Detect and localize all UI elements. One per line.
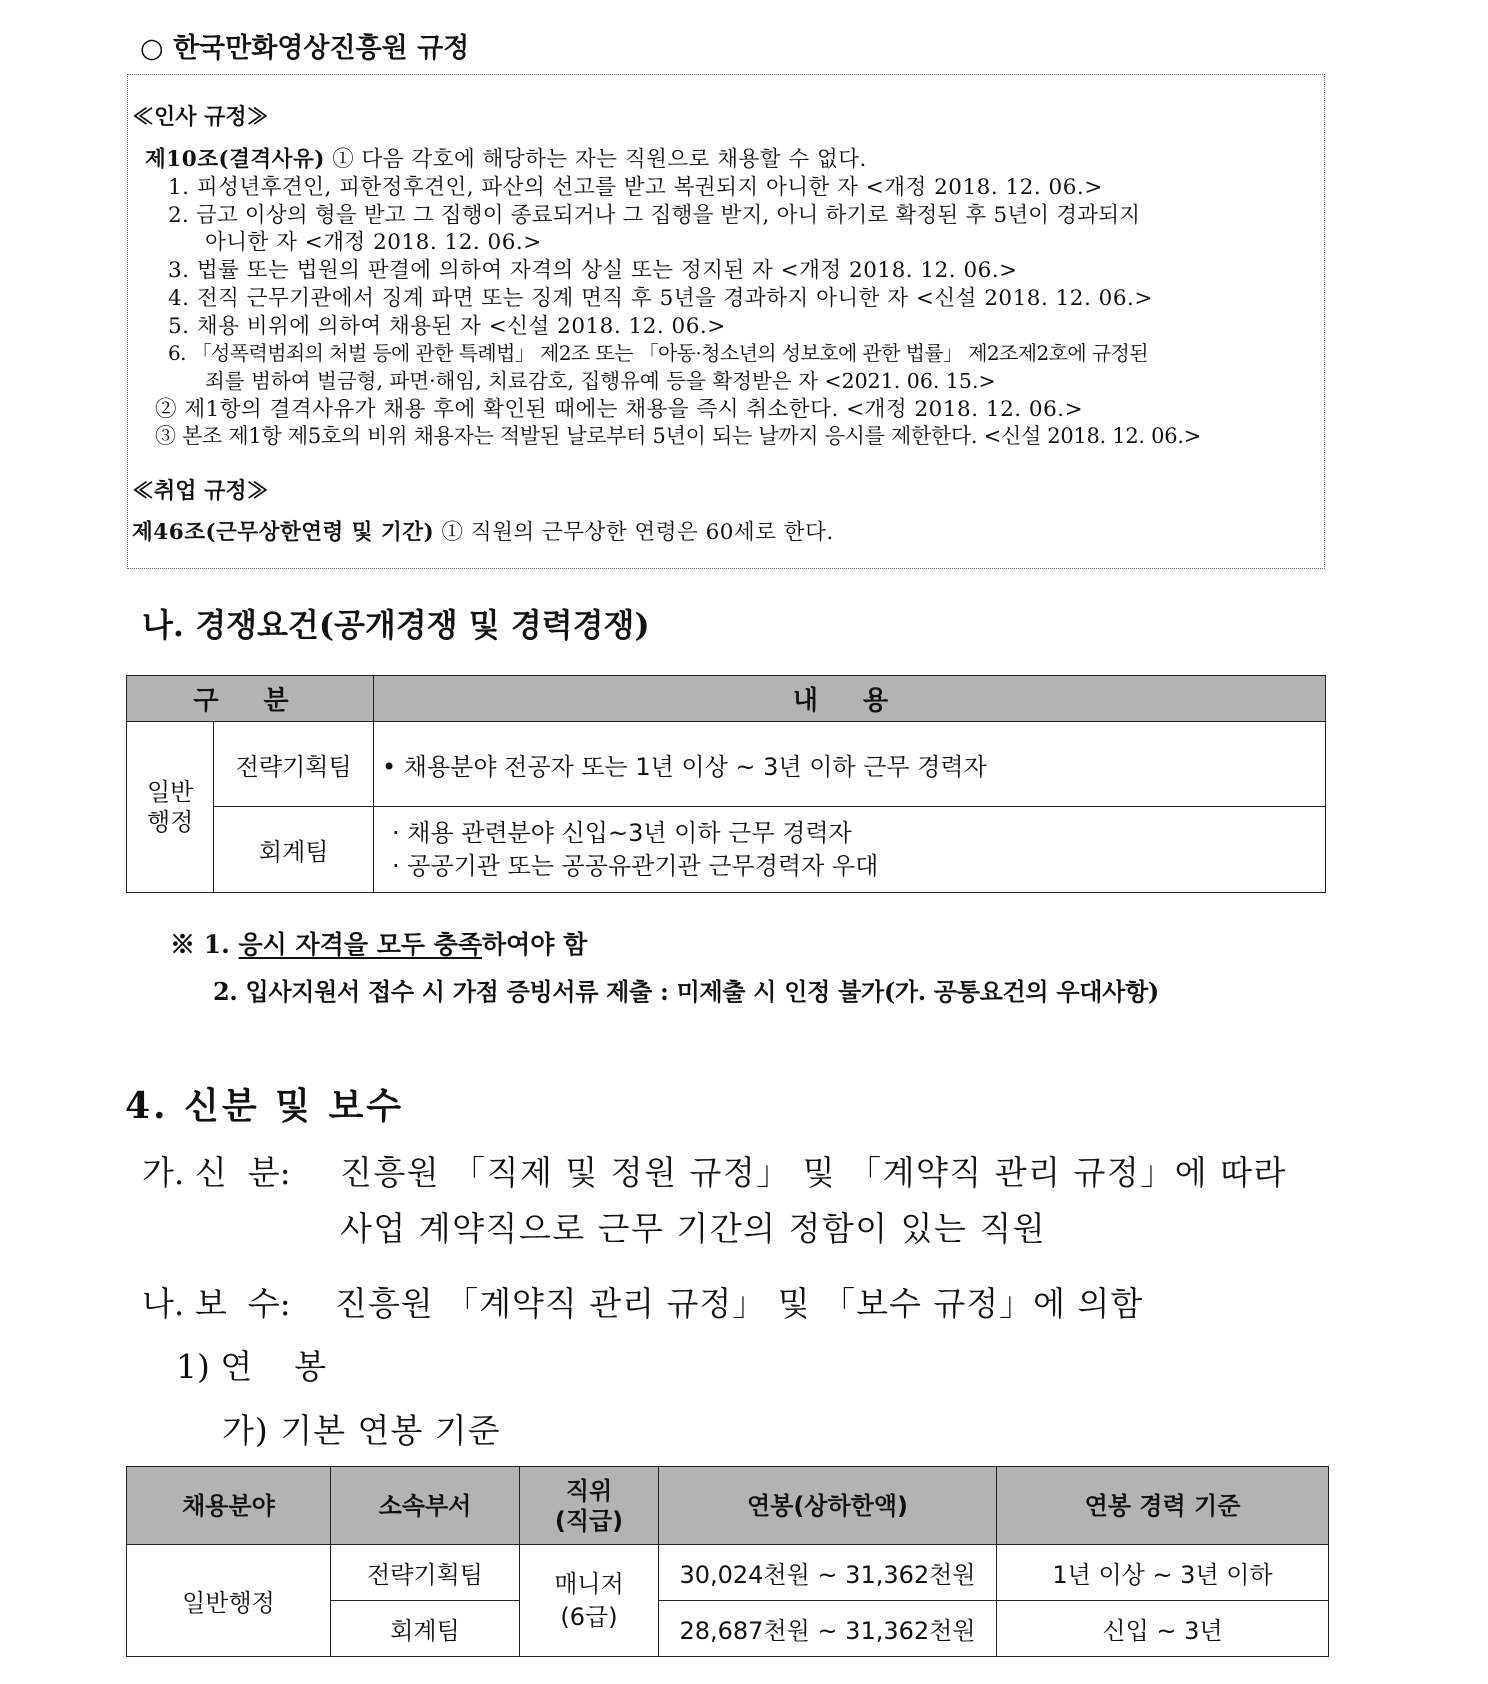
article-10-intro: ① 다음 각호에 해당하는 자는 직원으로 채용할 수 없다. [324, 147, 867, 172]
base-salary-label: 가) 기본 연봉 기준 [222, 1411, 501, 1450]
article-46-text: ① 직원의 근무상한 연령은 60세로 한다. [434, 520, 834, 545]
article-10-item-1: 1. 피성년후견인, 피한정후견인, 파산의 선고를 받고 복권되지 아니한 자 <개정 2018. 12. 06.> [168, 175, 1103, 200]
note-2: 2. 입사지원서 접수 시 가점 증빙서류 제출 : 미제출 시 인정 불가(가. 공통요건의 우대사항) [213, 977, 1159, 1006]
article-10-para-2: ② 제1항의 결격사유가 채용 후에 확인된 때에는 채용을 즉시 취소한다. <개정 2018. 12. 06.> [155, 397, 1084, 422]
content-line: · 채용 관련분야 신입~3년 이하 근무 경력자 [392, 818, 852, 847]
salary-amount-cell: 28,687천원 ~ 31,362천원 [659, 1601, 997, 1657]
article-10-item-6: 6. 「성폭력범죄의 처벌 등에 관한 특례법」 제2조 또는 「아동·청소년의 성보호에 관한 법률」 제2조제2호에 규정된 [168, 341, 1148, 365]
salary-career-cell: 1년 이상 ~ 3년 이하 [997, 1545, 1329, 1601]
section-4-title: 4. 신분 및 보수 [125, 1085, 405, 1127]
article-46 [132, 515, 834, 546]
table-header-category: 구 분 [127, 676, 374, 722]
article-10-label: 제10조(결격사유) [145, 147, 325, 172]
personnel-regulation-title: ≪인사 규정≫ [132, 104, 269, 130]
note-1-rest: 하여야 함 [482, 930, 588, 959]
article-10-item-6-cont: 죄를 범하여 벌금형, 파면·해임, 치료감호, 집행유예 등을 확정받은 자 <2021. 06. 15.> [205, 369, 996, 393]
note-1 [170, 925, 587, 961]
content-cell [374, 807, 1326, 893]
salary-header-career: 연봉 경력 기준 [997, 1467, 1329, 1545]
salary-position-cell: 매니저 (6급) [520, 1545, 659, 1657]
content-line: • 채용분야 전공자 또는 1년 이상 ~ 3년 이하 근무 경력자 [382, 752, 987, 781]
article-10-item-3: 3. 법률 또는 법원의 판결에 의하여 자격의 상실 또는 정지된 자 <개정 2018. 12. 06.> [168, 258, 1018, 283]
salary-table [126, 1466, 1329, 1657]
status-text-1: 진흥원 「직제 및 정원 규정」 및 「계약직 관리 규정」에 따라 [340, 1153, 1287, 1192]
category-group: 일반 행정 [127, 722, 214, 893]
pay-label: 나. 보 수: [142, 1284, 291, 1323]
note-mark: ※ 1. [170, 930, 230, 959]
salary-header-dept: 소속부서 [331, 1467, 520, 1545]
article-10-item-4: 4. 전직 근무기관에서 징계 파면 또는 징계 면직 후 5년을 경과하지 아니한 자 <신설 2018. 12. 06.> [168, 286, 1153, 311]
article-10-item-5: 5. 채용 비위에 의하여 채용된 자 <신설 2018. 12. 06.> [168, 314, 726, 339]
competition-table [126, 675, 1326, 893]
salary-header-amount: 연봉(상하한액) [659, 1467, 997, 1545]
status-label: 가. 신 분: [142, 1153, 291, 1192]
article-10 [145, 142, 867, 173]
salary-header-field: 채용분야 [127, 1467, 331, 1545]
salary-header-position: 직위 (직급) [520, 1467, 659, 1545]
article-10-para-3: ③ 본조 제1항 제5호의 비위 채용자는 적발된 날로부터 5년이 되는 날까지 응시를 제한한다. <신설 2018. 12. 06.> [155, 424, 1201, 448]
article-10-item-2-cont: 아니한 자 <개정 2018. 12. 06.> [205, 230, 542, 255]
salary-field-cell: 일반행정 [127, 1545, 331, 1657]
salary-label: 1) 연 봉 [176, 1347, 327, 1386]
pay-text: 진흥원 「계약직 관리 규정」 및 「보수 규정」에 의함 [335, 1284, 1144, 1323]
note-1-underlined: 응시 자격을 모두 충족 [238, 930, 482, 959]
salary-amount-cell: 30,024천원 ~ 31,362천원 [659, 1545, 997, 1601]
status-text-2: 사업 계약직으로 근무 기간의 정함이 있는 직원 [340, 1209, 1047, 1248]
content-cell [374, 722, 1326, 807]
table-header-content: 내 용 [374, 676, 1326, 722]
team-cell: 회계팀 [214, 807, 374, 893]
salary-career-cell: 신입 ~ 3년 [997, 1601, 1329, 1657]
salary-dept-cell: 회계팀 [331, 1601, 520, 1657]
employment-regulation-title: ≪취업 규정≫ [132, 478, 269, 504]
page-title: ○ 한국만화영상진흥원 규정 [140, 33, 470, 64]
competition-title: 나. 경쟁요건(공개경쟁 및 경력경쟁) [142, 606, 650, 644]
content-line: · 공공기관 또는 공공유관기관 근무경력자 우대 [392, 851, 879, 880]
article-46-label: 제46조(근무상한연령 및 기간) [132, 520, 435, 545]
team-cell: 전략기획팀 [214, 722, 374, 807]
salary-dept-cell: 전략기획팀 [331, 1545, 520, 1601]
article-10-item-2: 2. 금고 이상의 형을 받고 그 집행이 종료되거나 그 집행을 받지, 아니 하기로 확정된 후 5년이 경과되지 [168, 203, 1141, 228]
